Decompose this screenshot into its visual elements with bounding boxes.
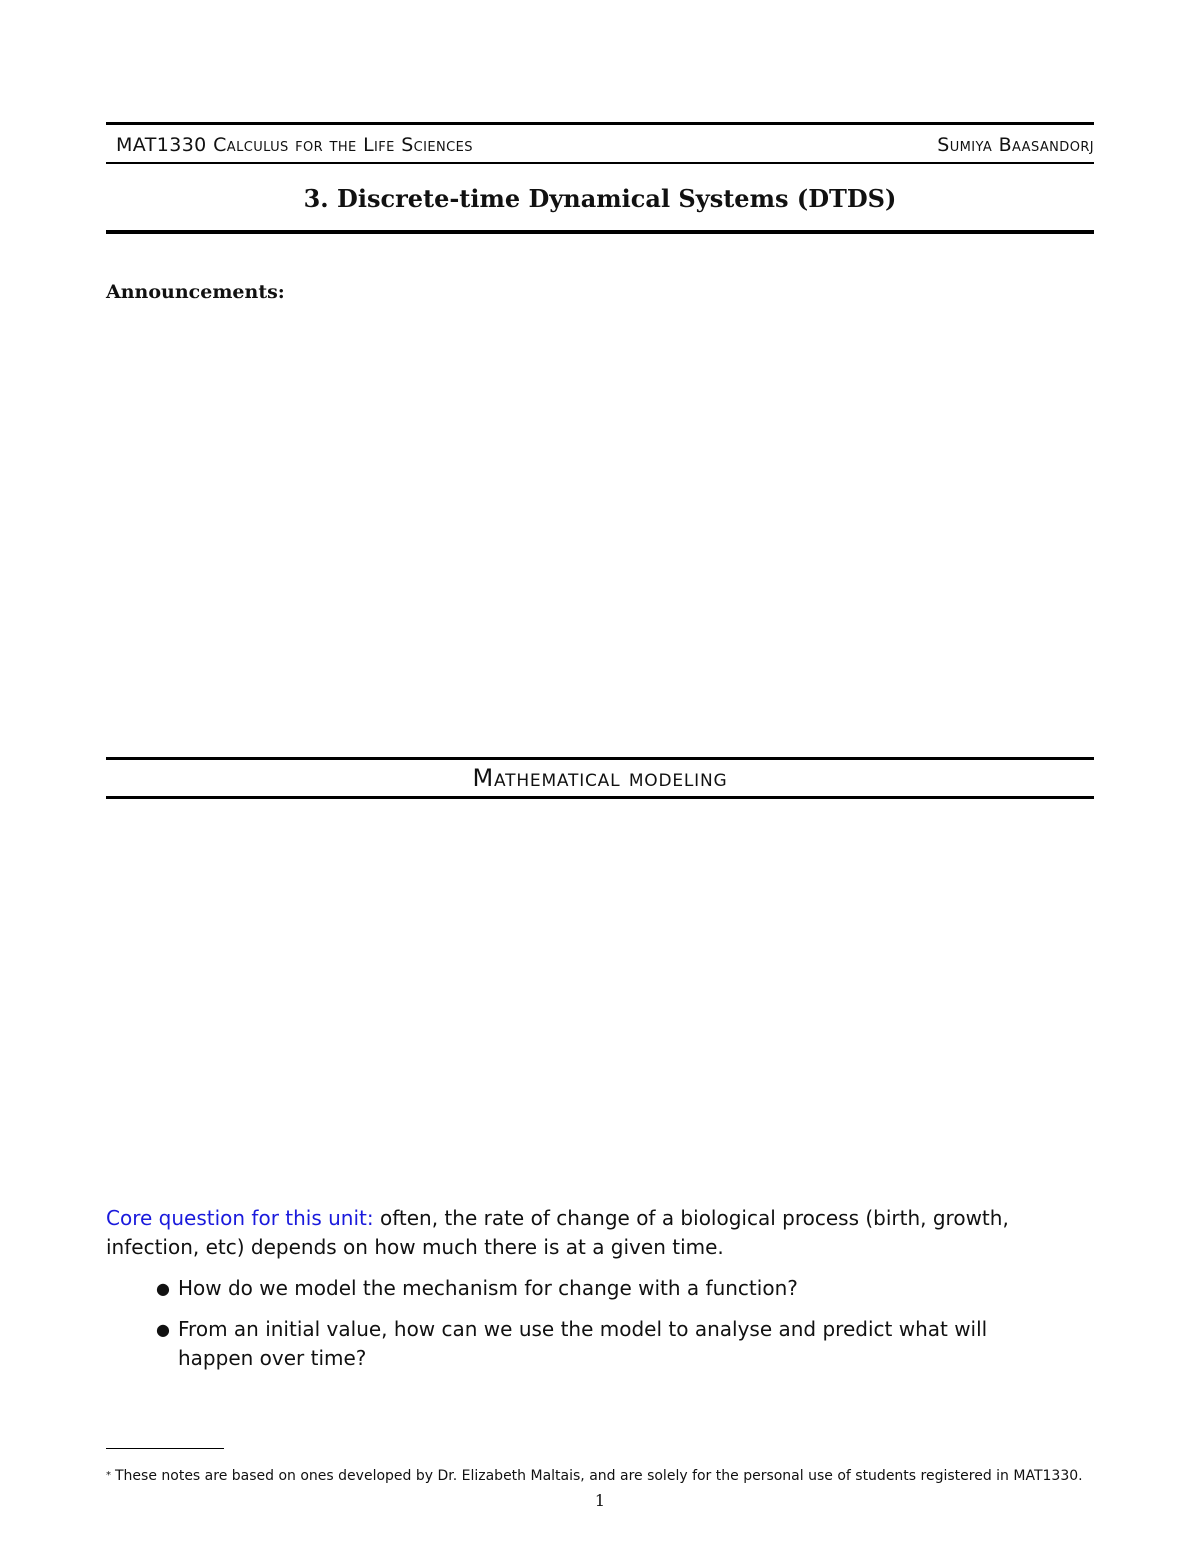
page-number: 1 [594,1491,606,1510]
section-top-rule [106,757,1094,760]
bullet-text: From an initial value, how can we use the model to analyse and predict what will happen over time? [178,1317,988,1370]
header-bottom-rule [106,162,1094,164]
section-heading: Mathematical modeling [472,764,728,792]
core-question-paragraph [106,1204,1066,1262]
title-bottom-rule [106,230,1094,234]
announcements-label: Announcements: [106,281,285,303]
author-name: Sumiya Baasandorj [937,134,1094,156]
core-question-text: often, the rate of change of a biological process (birth, growth, infection, etc) depends on how much there is at a given time. [106,1206,1009,1259]
bullet-text: How do we model the mechanism for change with a function? [178,1276,798,1300]
course-title: MAT1330 Calculus for the Life Sciences [116,134,473,156]
bullet-list [154,1274,1054,1385]
bullet-icon: ● [156,1279,170,1298]
core-question-label: Core question for this unit: [106,1206,374,1230]
list-item [154,1315,1054,1373]
section-bottom-rule [106,796,1094,799]
page-title: 3. Discrete-time Dynamical Systems (DTDS) [303,184,897,213]
footnote-mark: * [106,1470,111,1481]
footnote-rule [106,1448,224,1449]
footnote-text: These notes are based on ones developed by Dr. Elizabeth Maltais, and are solely for the personal use of students registered in MAT1330. [115,1468,1083,1484]
footnote [106,1466,1094,1486]
bullet-icon: ● [156,1320,170,1339]
header-top-rule [106,122,1094,125]
list-item [154,1274,1054,1303]
